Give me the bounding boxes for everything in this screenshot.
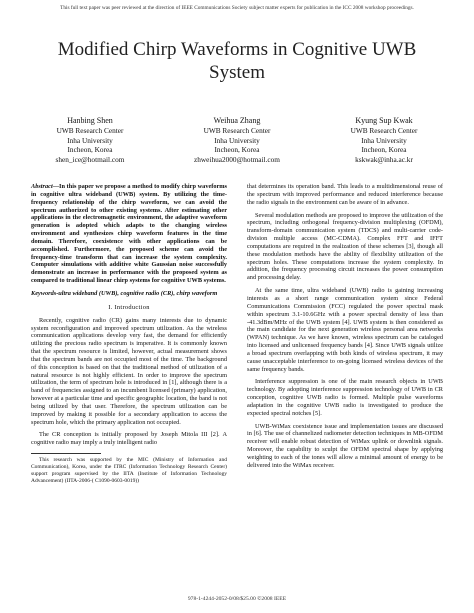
author-1 xyxy=(20,115,160,164)
author-location: Incheon, Korea xyxy=(67,145,113,155)
author-email: kskwak@inha.ac.kr xyxy=(355,154,413,164)
author-affiliation: UWB Research Center xyxy=(203,126,271,135)
paragraph: Interference suppression is one of the main research objects in UWB technology. By adopting interference suppression technology of UWB in CR conception, cognitive UWB radio is formed. Multiple pulse waveforms adaptation in the cognitive UWB radio is investigated to produce the expected spectral notches [5]. xyxy=(247,378,443,417)
right-column xyxy=(247,183,443,475)
author-affiliation: UWB Research Center xyxy=(350,126,418,135)
paragraph: At the same time, ultra wideband (UWB) radio is gaining increasing interests as a short range communication system since Federal Communications Commission (FCC) regulated the power spectral mask within spectrum 3.1-10.6GHz with a power spectral density of less than -41.3dBm/MHz of the UWB system [4]. UWB system is then considered as the main candidate for the next generation wireless personal area networks (WPAN) technique. As we have known, wireless spectrum can be cataloged into licensed and unlicensed frequency bands [4]. Since UWB signals utilize a broad spectrum overlapping with both kinds of wireless spectrum, it may cause unacceptable interference to on-going licensed wireless devices of the same frequency bands. xyxy=(247,287,443,373)
page-footer: 978-1-4244-2052-0/08/$25.00 ©2008 IEEE xyxy=(187,596,287,602)
author-location: Incheon, Korea xyxy=(214,145,260,155)
author-3 xyxy=(314,115,454,164)
author-name: Weihua Zhang xyxy=(213,116,261,125)
paragraph: that determines its operation band. This leads to a multidimensional reuse of the spectrum with improved performance and reduced interference because the radio signals in the environment can be aware of in advance. xyxy=(247,183,443,206)
author-name: Kyung Sup Kwak xyxy=(355,116,413,125)
author-location: Incheon, Korea xyxy=(361,145,407,155)
conference-banner: This full text paper was peer reviewed at the direction of IEEE Communications Society subject matter experts for publication in the ICC 2008 workshop proceedings. xyxy=(60,5,414,11)
footnote-divider xyxy=(31,453,101,454)
abstract-text: —In this paper we propose a method to modify chirp waveforms in cognitive ultra wideband (UWB) system. By utilizing the time-frequency relationship of the chirp waveform, we can avoid the spectrum authorized to other existing systems. After estimating other applications in the electromagnetic environment, the adaptive waveform generation is adopted which adapts to the changing wireless environment and synthesizes chirp waveform features in the time domain. Therefore, coexistence with other applications can be accomplished. Furthermore, the proposed scheme can avoid the frequency-time transform that can increase the system complexity. Computer simulations with additive white Gaussian noise successfully demonstrate an increase in performance with the proposed system as compared to traditional linear chirp systems for cognitive UWB systems. xyxy=(31,183,227,285)
left-column xyxy=(31,183,227,485)
author-university: Inha University xyxy=(214,135,260,145)
author-email: shen_ice@hotmail.com xyxy=(55,154,125,164)
author-2 xyxy=(167,115,307,164)
section-heading: I. Introduction xyxy=(108,303,150,311)
footnote: This research was supported by the MIC (Ministry of Information and Communication), Korea, under the ITRC (Information Technology Research Center) support program supervised by the IITA (Institute of Information Technology Advancement) (IITA-2006-( C1090-0603-0019)) xyxy=(31,457,227,484)
paragraph: Recently, cognitive radio (CR) gains many interests due to dynamic system reconfiguration and improved spectrum utilization. As the wireless communication applications develop very fast, the demand for efficiently utilizing the precious radio spectrum is imperative. It is commonly known that the spectrum resource is limited, however, actual measurement shows that the spectrum bands are not occupied most of the time. The background of this conception is based on that the traditional method of utilization of a natural resource is not highly efficient. In order to improve the spectrum utilization, the term of spectrum hole is introduced in [1], although there is a band of frequencies assigned to an incumbent licensed (primary) application, however at a particular time and specific geographic location, the band is not being utilized by that user. Therefore, the spectrum utilization can be improved by making it possible for a secondary application to access the spectrum hole, which the primary application not occupied. xyxy=(31,316,227,426)
paper-title: Modified Chirp Waveforms in Cognitive UWB System xyxy=(57,39,417,83)
author-university: Inha University xyxy=(361,135,407,145)
author-block xyxy=(20,115,454,164)
paragraph: UWB-WiMax coexistence issue and implementation issues are discussed in [6]. The use of channelized radiometer detection techniques in MB-OFDM receiver will enable robust detection of WiMax uplink or downlink signals. Moreover, the capability to sculpt the OFDM spectral shape by applying weighting to each of the tones will allow a minimal amount of energy to be delivered into the WiMax receiver. xyxy=(247,422,443,469)
abstract xyxy=(31,183,227,285)
paragraph: Several modulation methods are proposed to improve the utilization of the spectrum, including orthogonal frequency-division multiplexing (OFDM), transform-domain communication system (TDCS) and multi-carrier code-division multiple access (MC-CDMA). Complex FFT and IFFT computations are required in the realization of these schemes [3], though all these modulation methods have the ability of flexibility utilization of the spectrum holes. These computations increase the system complexity. In addition, the frequency processing circuit increases the power consumption and processing delay. xyxy=(247,211,443,282)
author-name: Hanbing Shen xyxy=(67,116,113,125)
author-university: Inha University xyxy=(67,135,113,145)
abstract-label: Abstract xyxy=(31,183,53,190)
author-affiliation: UWB Research Center xyxy=(56,126,124,135)
paragraph: The CR conception is initially proposed by Joseph Mitola III [2]. A cognitive radio may imply a truly intelligent radio xyxy=(31,431,227,447)
author-email: zhweihua2000@hotmail.com xyxy=(194,154,280,164)
keywords: Keywords-ultra wideband (UWB), cognitive radio (CR), chirp waveform xyxy=(31,289,218,297)
